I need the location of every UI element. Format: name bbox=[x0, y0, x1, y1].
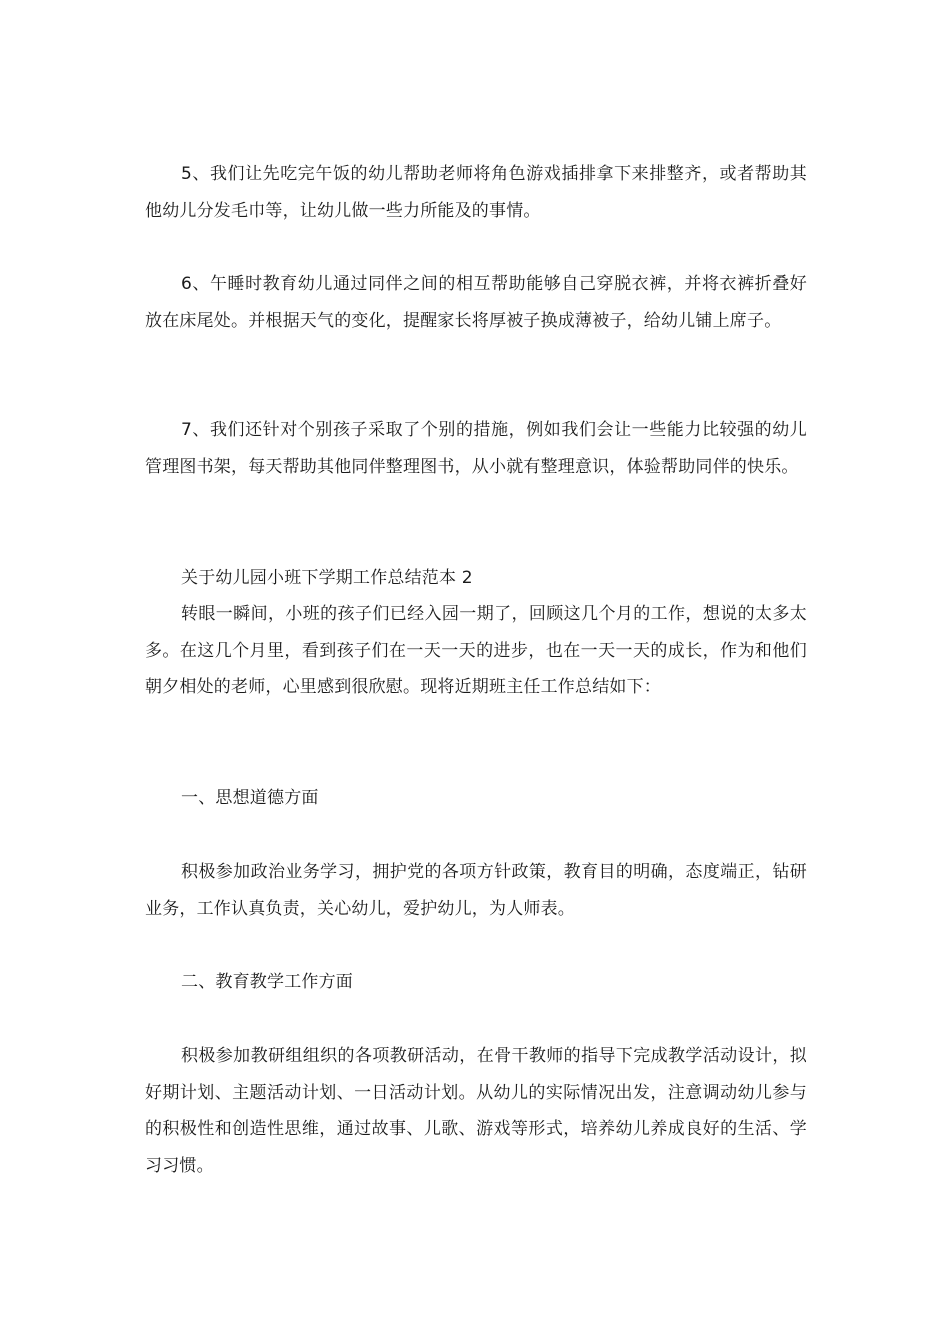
section-title: 关于幼儿园小班下学期工作总结范本 2 bbox=[181, 568, 473, 588]
paragraph-item-7: 7、我们还针对个别孩子采取了个别的措施，例如我们会让一些能力比较强的幼儿管理图书架，每天帮助其他同伴整理图书，从小就有整理意识，体验帮助同伴的快乐。 bbox=[145, 420, 807, 477]
intro-paragraph: 转眼一瞬间，小班的孩子们已经入园一期了，回顾这几个月的工作，想说的太多太多。在这几个月里，看到孩子们在一天一天的进步，也在一天一天的成长，作为和他们朝夕相处的老师，心里感到很欣慰。现将近期班主任工作总结如下： bbox=[145, 604, 807, 697]
paragraph-teaching: 积极参加教研组组织的各项教研活动，在骨干教师的指导下完成教学活动设计，拟好期计划、主题活动计划、一日活动计划。从幼儿的实际情况出发，注意调动幼儿参与的积极性和创造性思维，通过故事、儿歌、游戏等形式，培养幼儿养成良好的生活、学习习惯。 bbox=[145, 1046, 807, 1176]
paragraph-ideology: 积极参加政治业务学习，拥护党的各项方针政策，教育目的明确，态度端正，钻研业务，工作认真负责，关心幼儿，爱护幼儿，为人师表。 bbox=[145, 862, 807, 919]
paragraph-item-5: 5、我们让先吃完午饭的幼儿帮助老师将角色游戏插排拿下来排整齐，或者帮助其他幼儿分发毛巾等，让幼儿做一些力所能及的事情。 bbox=[145, 164, 807, 221]
heading-ideology: 一、思想道德方面 bbox=[181, 788, 319, 808]
heading-teaching: 二、教育教学工作方面 bbox=[181, 972, 353, 992]
paragraph-item-6: 6、午睡时教育幼儿通过同伴之间的相互帮助能够自己穿脱衣裤，并将衣裤折叠好放在床尾处。并根据天气的变化，提醒家长将厚被子换成薄被子，给幼儿铺上席子。 bbox=[145, 274, 807, 331]
